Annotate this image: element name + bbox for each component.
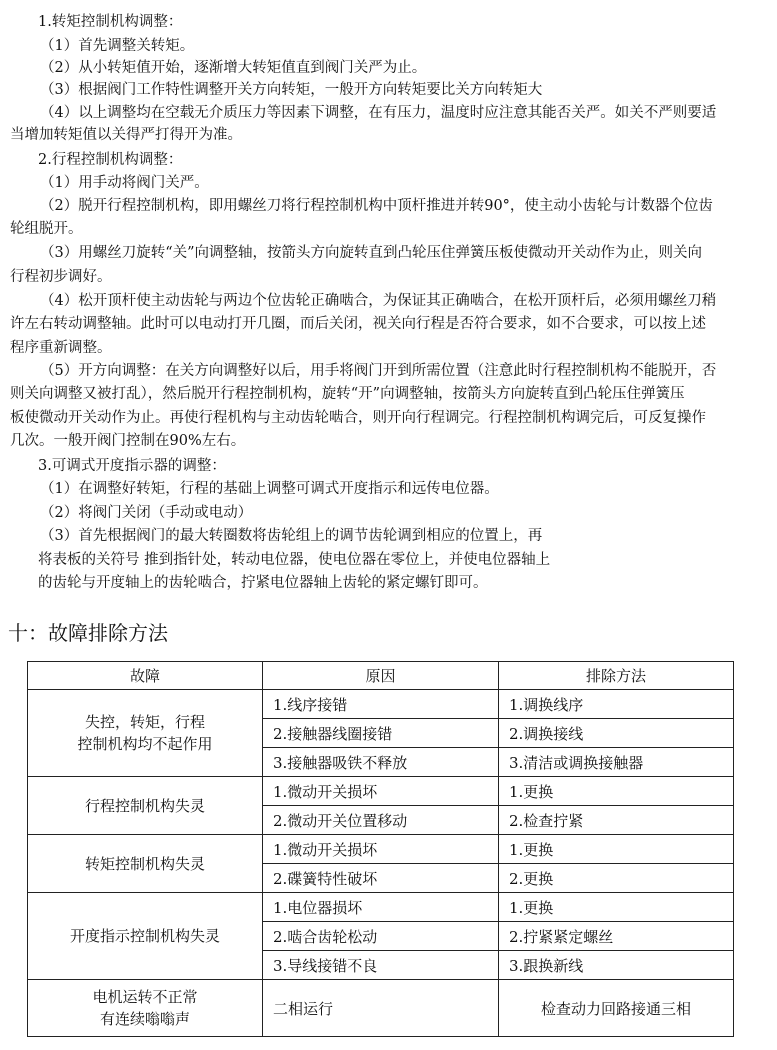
table-row <box>28 835 734 864</box>
body-line: 2.行程控制机构调整： <box>38 152 183 168</box>
fault-text: 行程控制机构失灵 <box>84 796 205 815</box>
cause-cell: 1.微动开关损坏 <box>263 835 499 864</box>
header-fault: 故障 <box>28 662 263 690</box>
cause-cell: 二相运行 <box>263 980 499 1037</box>
fault-text: 转矩控制机构失灵 <box>84 854 205 873</box>
body-line: （2）将阀门关闭（手动或电动） <box>40 505 253 521</box>
cause-cell: 2.接触器线圈接错 <box>263 719 499 748</box>
fix-cell: 检查动力回路接通三相 <box>499 980 734 1037</box>
body-line: （4）以上调整均在空载无介质压力等因素下调整，在有压力，温度时应注意其能否关严。如关不严则要适 <box>40 105 717 121</box>
body-line: 当增加转矩值以关得严打得开为准。 <box>10 127 242 143</box>
cause-cell: 2.微动开关位置移动 <box>263 806 499 835</box>
fix-cell: 1.更换 <box>499 893 734 922</box>
body-line: （5）开方向调整：在关方向调整好以后，用手将阀门开到所需位置（注意此时行程控制机构不能脱开，否 <box>40 363 717 379</box>
table-row <box>28 893 734 922</box>
fix-cell: 3.清洁或调换接触器 <box>499 748 734 777</box>
cause-cell: 2.碟簧特性破坏 <box>263 864 499 893</box>
body-line: 许左右转动调整轴。此时可以电动打开几圈，而后关闭，视关向行程是否符合要求，如不合要求，可以按上述 <box>10 316 706 332</box>
body-line: （3）首先根据阀门的最大转圈数将齿轮组上的调节齿轮调到相应的位置上，再 <box>40 528 543 544</box>
cause-cell: 1.电位器损坏 <box>263 893 499 922</box>
table-row <box>28 777 734 806</box>
table-header-row <box>28 662 734 690</box>
body-line: 则关向调整又被打乱），然后脱开行程控制机构，旋转“开”向调整轴，按箭头方向旋转直到凸轮压住弹簧压 <box>10 386 685 402</box>
fault-text: 控制机构均不起作用 <box>77 735 213 753</box>
body-line: （3）用螺丝刀旋转“关”向调整轴，按箭头方向旋转直到凸轮压住弹簧压板使微动开关动作为止，则关向 <box>40 245 703 261</box>
body-line: （3）根据阀门工作特性调整开关方向转矩，一般开方向转矩要比关方向转矩大 <box>40 82 543 98</box>
fault-cell <box>28 835 263 893</box>
fault-cell <box>28 893 263 980</box>
header-cause: 原因 <box>263 662 499 690</box>
body-line: 几次。一般开阀门控制在90%左右。 <box>10 433 246 449</box>
fix-cell: 1.调换线序 <box>499 690 734 719</box>
body-line: （1）在调整好转矩，行程的基础上调整可调式开度指示和远传电位器。 <box>40 481 499 497</box>
body-line: 轮组脱开。 <box>10 221 83 237</box>
cause-cell: 1.线序接错 <box>263 690 499 719</box>
fix-cell: 1.更换 <box>499 835 734 864</box>
fix-cell: 3.跟换新线 <box>499 951 734 980</box>
fix-cell: 2.更换 <box>499 864 734 893</box>
body-line: 行程初步调好。 <box>10 269 112 285</box>
body-line: （1）首先调整关转矩。 <box>40 38 195 54</box>
table-row <box>28 690 734 719</box>
fix-cell: 2.检查拧紧 <box>499 806 734 835</box>
fix-cell: 2.调换接线 <box>499 719 734 748</box>
cause-cell: 2.啮合齿轮松动 <box>263 922 499 951</box>
cause-cell: 3.导线接错不良 <box>263 951 499 980</box>
body-line: 3.可调式开度指示器的调整： <box>38 458 226 474</box>
fault-table <box>27 661 734 1037</box>
body-line: 的齿轮与开度轴上的齿轮啮合，拧紧电位器轴上齿轮的紧定螺钉即可。 <box>38 575 488 591</box>
body-line: 1.转矩控制机构调整： <box>38 14 183 30</box>
body-line: （1）用手动将阀门关严。 <box>40 175 209 191</box>
body-line: 程序重新调整。 <box>10 340 112 356</box>
fault-text: 有连续嗡嗡声 <box>99 1010 190 1028</box>
table-body <box>28 690 734 1037</box>
fault-cell <box>28 777 263 835</box>
fix-cell: 2.拧紧紧定螺丝 <box>499 922 734 951</box>
body-line: （2）脱开行程控制机构，即用螺丝刀将行程控制机构中顶杆推进并转90°，使主动小齿轮与计数器个位齿 <box>40 198 713 214</box>
fault-text: 失控，转矩，行程 <box>84 713 205 731</box>
body-line: 板使微动开关动作为止。再使行程机构与主动齿轮啮合，则开向行程调完。行程控制机构调完后，可反复操作 <box>10 410 706 426</box>
fault-text: 开度指示控制机构失灵 <box>69 927 220 945</box>
cause-cell: 3.接触器吸铁不释放 <box>263 748 499 777</box>
body-line: （2）从小转矩值开始，逐渐增大转矩值直到阀门关严为止。 <box>40 60 427 76</box>
header-fix: 排除方法 <box>499 662 734 690</box>
body-line: （4）松开顶杆使主动齿轮与两边个位齿轮正确啮合，为保证其正确啮合，在松开顶杆后，必须用螺丝刀稍 <box>40 293 717 309</box>
section-title: 十：故障排除方法 <box>8 621 168 645</box>
fault-text: 电机运转不正常 <box>92 988 198 1006</box>
table-row <box>28 980 734 1037</box>
body-line: 将表板的关符号 推到指针处，转动电位器，使电位器在零位上，并使电位器轴上 <box>38 552 551 568</box>
fault-cell <box>28 690 263 777</box>
fault-cell <box>28 980 263 1037</box>
fix-cell: 1.更换 <box>499 777 734 806</box>
cause-cell: 1.微动开关损坏 <box>263 777 499 806</box>
